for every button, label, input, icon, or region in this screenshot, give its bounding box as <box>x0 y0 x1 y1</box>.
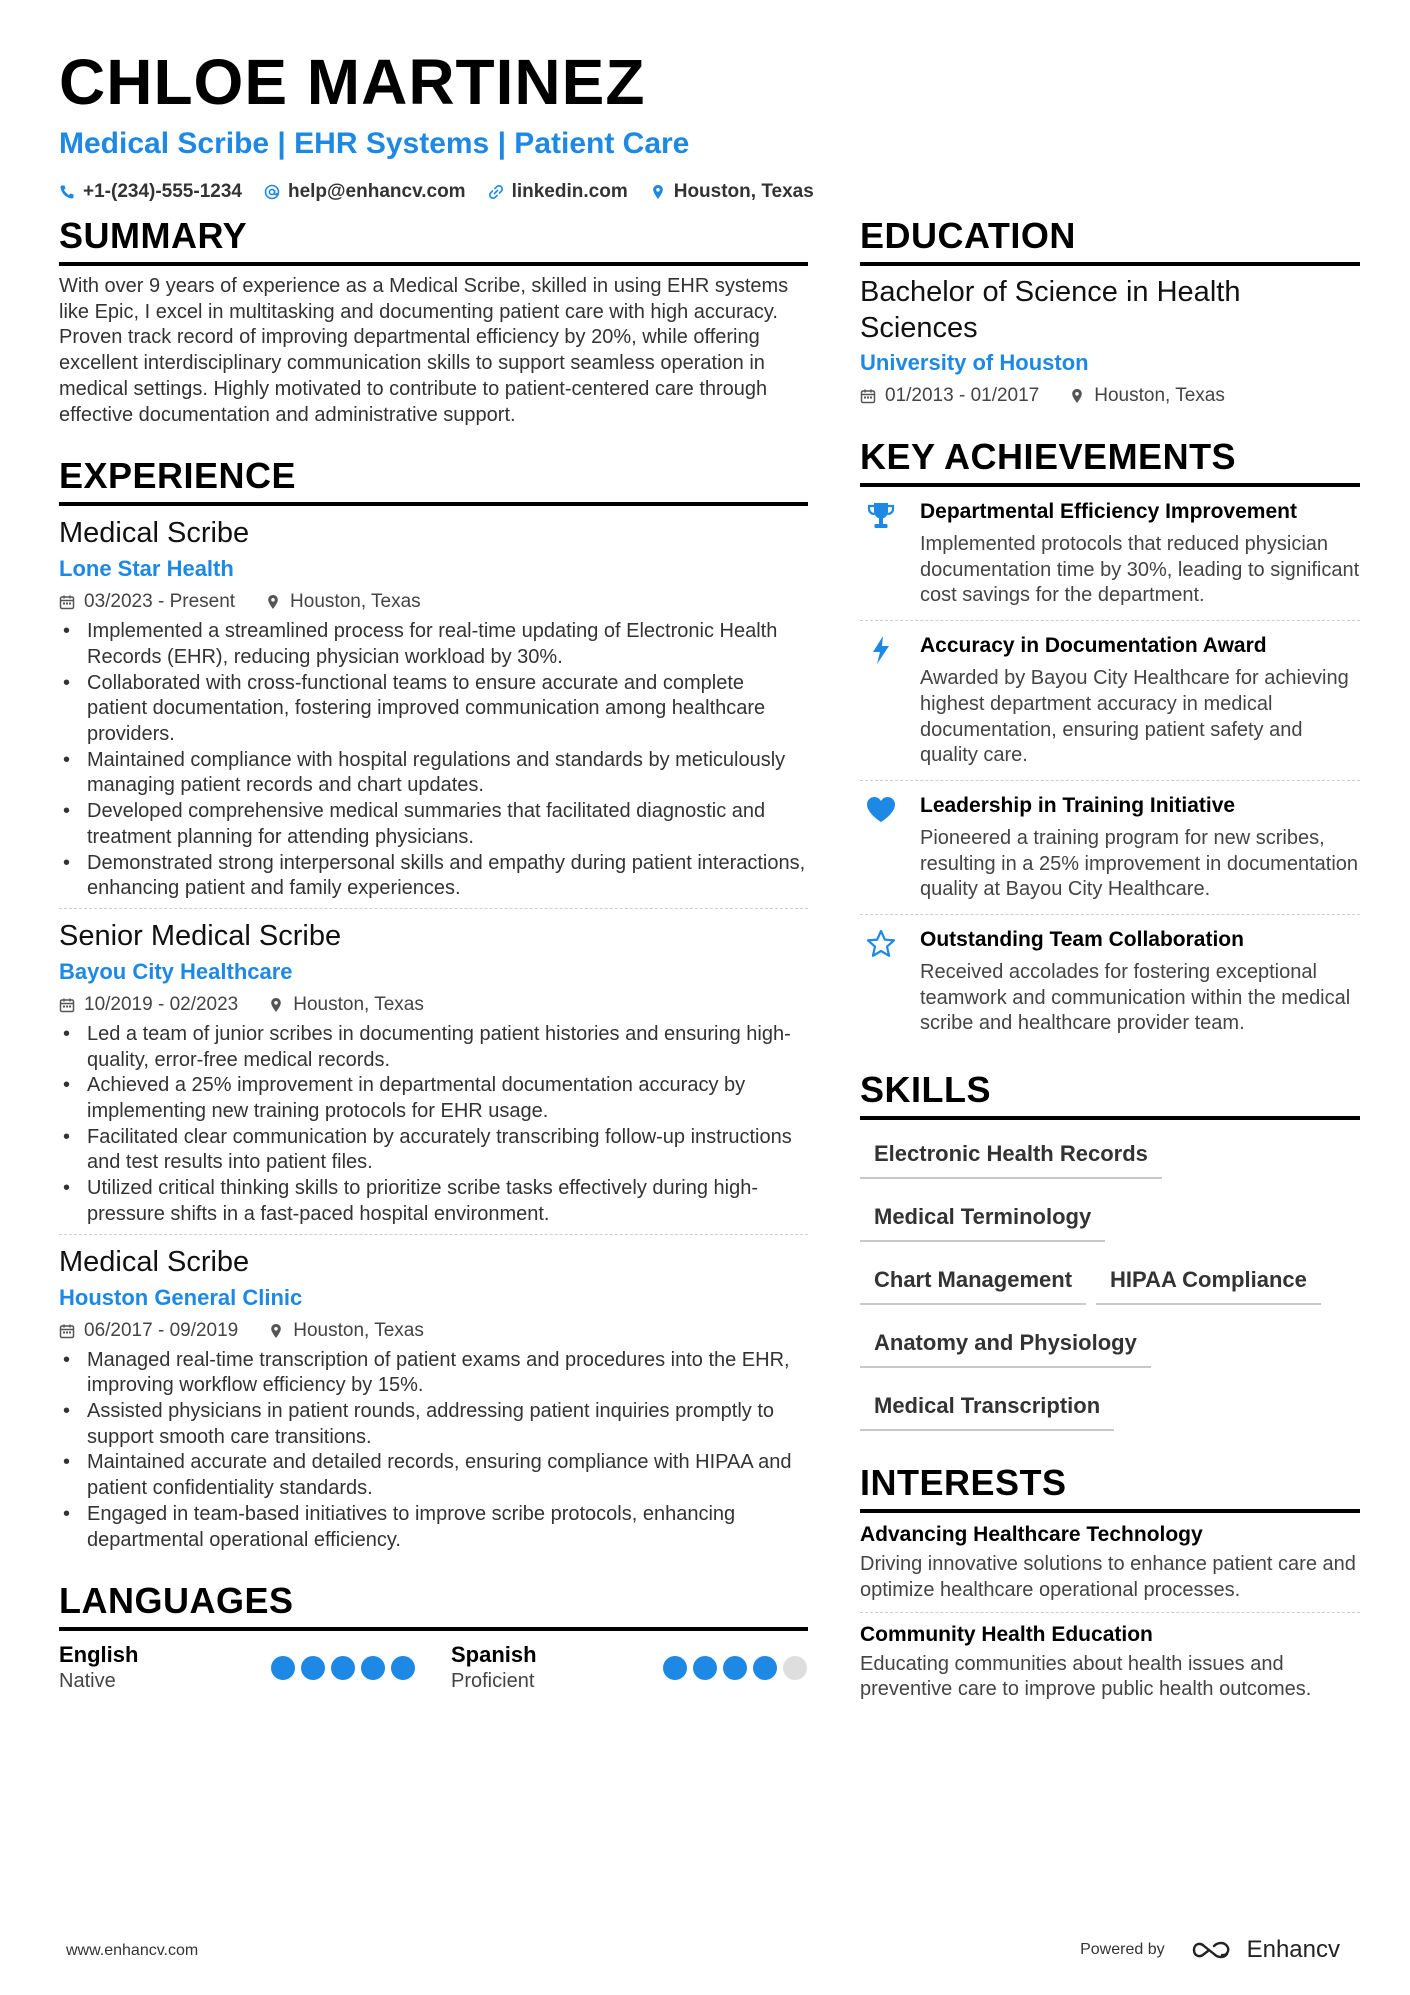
skill-tag: Chart Management <box>860 1256 1086 1305</box>
bullet-item: • Demonstrated strong interpersonal skills and empathy during patient interactions, enhancing patient and family experiences. <box>59 851 808 902</box>
location-pin-icon <box>1069 388 1085 404</box>
contact-email[interactable] <box>264 180 466 204</box>
rating-dot-filled <box>391 1656 415 1680</box>
job-bullets <box>59 1022 808 1228</box>
left-column <box>59 214 808 1695</box>
achievement-desc: Pioneered a training program for new scribes, resulting in a 25% improvement in documentation quality at Bayou City Healthcare. <box>920 826 1359 901</box>
achievements-section <box>860 435 1360 1048</box>
skills-section <box>860 1068 1360 1445</box>
bullet-item: • Developed comprehensive medical summaries that facilitated diagnostic and treatment planning for attending physicians. <box>59 799 808 850</box>
achievement-desc: Implemented protocols that reduced physician documentation time by 30%, leading to significant cost savings for the department. <box>920 533 1360 607</box>
achievement-title: Departmental Efficiency Improvement <box>920 500 1297 523</box>
bullet-item: • Facilitated clear communication by accurately transcribing follow-up instructions and test results into patient files. <box>59 1125 808 1176</box>
calendar-icon <box>59 997 75 1013</box>
company-name: Lone Star Health <box>59 556 234 582</box>
company-name: Houston General Clinic <box>59 1284 303 1310</box>
language-level: Proficient <box>451 1670 535 1693</box>
rating-dot-filled <box>301 1656 325 1680</box>
rating-dot-filled <box>331 1656 355 1680</box>
interests-section <box>860 1461 1360 1711</box>
bullet-item: • Assisted physicians in patient rounds, addressing patient inquiries promptly to support smooth care transitions. <box>59 1399 808 1450</box>
education-dates: 01/2013 - 01/2017 <box>885 385 1040 406</box>
job-bullets <box>59 1348 808 1554</box>
section-title-education: EDUCATION <box>860 214 1360 266</box>
languages-section <box>59 1579 808 1695</box>
language-name: English <box>59 1642 139 1668</box>
footer-branding <box>1080 1936 1340 1964</box>
achievement-desc: Received accolades for fostering exceptional teamwork and communication within the medical scribe and healthcare provider team. <box>920 961 1351 1035</box>
interest-item <box>860 1612 1360 1711</box>
language-item <box>451 1641 807 1695</box>
calendar-icon <box>59 1323 75 1339</box>
resume-header <box>59 44 1349 204</box>
location-pin-icon <box>268 1323 284 1339</box>
link-icon <box>488 184 504 200</box>
skills-list <box>860 1130 1360 1445</box>
job-title: Medical Scribe <box>59 1245 250 1278</box>
linkedin-text: linkedin.com <box>511 181 628 202</box>
job-meta <box>59 1318 808 1344</box>
language-rating <box>271 1656 415 1680</box>
bullet-item: • Collaborated with cross-functional teams to ensure accurate and complete patient documentation, fostering improved communication among healthcare providers. <box>59 671 808 748</box>
skill-tag: Medical Transcription <box>860 1382 1114 1431</box>
brand-name: Enhancv <box>1246 1936 1340 1963</box>
achievement-item <box>860 914 1360 1048</box>
experience-item <box>59 1234 808 1560</box>
section-title-interests: INTERESTS <box>860 1461 1360 1513</box>
achievement-item <box>860 487 1360 620</box>
job-dates: 03/2023 - Present <box>84 591 236 613</box>
job-meta <box>59 992 808 1018</box>
interest-title: Advancing Healthcare Technology <box>860 1523 1203 1547</box>
rating-dot-filled <box>693 1656 717 1680</box>
at-icon <box>264 184 280 200</box>
experience-section <box>59 454 808 1559</box>
skill-tag: Anatomy and Physiology <box>860 1319 1151 1368</box>
section-title-languages: LANGUAGES <box>59 1579 808 1631</box>
powered-by-text: Powered by <box>1080 1941 1165 1958</box>
summary-section <box>59 214 808 428</box>
rating-dot-empty <box>783 1656 807 1680</box>
interest-title: Community Health Education <box>860 1622 1153 1646</box>
bullet-item: • Achieved a 25% improvement in departmental documentation accuracy by implementing new training protocols for EHR usage. <box>59 1073 808 1124</box>
job-dates: 06/2017 - 09/2019 <box>84 1319 239 1341</box>
section-title-summary: SUMMARY <box>59 214 808 266</box>
interest-desc: Educating communities about health issues and preventive care to improve public health outcomes. <box>860 1652 1312 1701</box>
lightning-icon <box>865 634 897 666</box>
footer-website[interactable]: www.enhancv.com <box>66 1942 199 1959</box>
school-name: University of Houston <box>860 350 1089 375</box>
language-level: Native <box>59 1670 116 1693</box>
calendar-icon <box>860 388 876 404</box>
experience-item <box>59 908 808 1234</box>
enhancv-logo-icon <box>1191 1939 1237 1961</box>
section-title-skills: SKILLS <box>860 1068 1360 1120</box>
job-bullets <box>59 619 808 902</box>
candidate-name: CHLOE MARTINEZ <box>59 46 646 118</box>
language-rating <box>663 1656 807 1680</box>
job-title: Medical Scribe <box>59 517 250 550</box>
location-text: Houston, Texas <box>673 181 814 202</box>
company-name: Bayou City Healthcare <box>59 958 293 984</box>
languages-list <box>59 1641 808 1695</box>
language-name: Spanish <box>451 1642 537 1668</box>
heart-icon <box>865 794 897 826</box>
achievement-item <box>860 620 1360 780</box>
rating-dot-filled <box>361 1656 385 1680</box>
interest-desc: Driving innovative solutions to enhance patient care and optimize healthcare operational processes. <box>860 1553 1356 1601</box>
language-item <box>59 1641 415 1695</box>
rating-dot-filled <box>723 1656 747 1680</box>
phone-text: +1-(234)-555-1234 <box>83 181 242 202</box>
section-title-achievements: KEY ACHIEVEMENTS <box>860 435 1360 487</box>
job-dates: 10/2019 - 02/2023 <box>84 993 239 1015</box>
education-location: Houston, Texas <box>1094 385 1225 406</box>
bullet-item: • Implemented a streamlined process for real-time updating of Electronic Health Records (EHR), reducing physician workload by 30%. <box>59 619 808 670</box>
bullet-item: • Led a team of junior scribes in documenting patient histories and ensuring high-quality, error-free medical records. <box>59 1022 808 1073</box>
location-pin-icon <box>265 594 281 610</box>
achievement-title: Outstanding Team Collaboration <box>920 928 1244 952</box>
degree-name: Bachelor of Science in Health Sciences <box>860 276 1241 344</box>
section-title-experience: EXPERIENCE <box>59 454 808 506</box>
location-pin-icon <box>268 997 284 1013</box>
location-pin-icon <box>650 184 666 200</box>
education-meta <box>860 383 1360 409</box>
calendar-icon <box>59 594 75 610</box>
achievement-title: Accuracy in Documentation Award <box>920 634 1267 658</box>
interest-item <box>860 1513 1360 1611</box>
rating-dot-filled <box>271 1656 295 1680</box>
contact-linkedin[interactable] <box>488 180 628 204</box>
rating-dot-filled <box>663 1656 687 1680</box>
phone-icon <box>59 184 75 200</box>
email-text: help@enhancv.com <box>287 181 466 202</box>
education-section <box>860 214 1360 409</box>
rating-dot-filled <box>753 1656 777 1680</box>
skill-tag: HIPAA Compliance <box>1096 1256 1321 1305</box>
contact-bar <box>59 180 1349 204</box>
skill-tag: Medical Terminology <box>860 1193 1105 1242</box>
contact-location <box>650 180 814 204</box>
candidate-title: Medical Scribe | EHR Systems | Patient Care <box>59 127 690 160</box>
bullet-item: • Maintained compliance with hospital regulations and standards by meticulously managing patient records and chart updates. <box>59 748 808 799</box>
bullet-item: • Engaged in team-based initiatives to improve scribe protocols, enhancing departmental operational efficiency. <box>59 1502 808 1553</box>
contact-phone[interactable] <box>59 180 242 204</box>
experience-item <box>59 506 808 908</box>
bullet-item: • Utilized critical thinking skills to prioritize scribe tasks effectively during high-pressure shifts in a fast-paced hospital environment. <box>59 1176 808 1227</box>
job-location: Houston, Texas <box>293 1319 424 1341</box>
trophy-icon <box>865 500 897 532</box>
star-icon <box>865 928 897 960</box>
skill-tag: Electronic Health Records <box>860 1130 1162 1179</box>
achievement-item <box>860 780 1360 914</box>
achievement-desc: Awarded by Bayou City Healthcare for achieving highest department accuracy in medical documentation, ensuring patient safety and quality care. <box>920 667 1349 767</box>
summary-text: With over 9 years of experience as a Medical Scribe, skilled in using EHR systems like Epic, I excel in multitasking and documenting patient care with high accuracy. Proven track record of improving departmental efficiency by 20%, while offering excellent interdisciplinary communication skills to support seamless operation in medical settings. Highly motivated to contribute to patient-centered care through effective documentation and administrative support. <box>59 275 789 426</box>
bullet-item: • Maintained accurate and detailed records, ensuring compliance with HIPAA and patient confidentiality standards. <box>59 1450 808 1501</box>
right-column <box>860 214 1360 1711</box>
achievement-title: Leadership in Training Initiative <box>920 793 1236 817</box>
bullet-item: • Managed real-time transcription of patient exams and procedures into the EHR, improving workflow efficiency by 15%. <box>59 1348 808 1399</box>
job-location: Houston, Texas <box>293 993 424 1015</box>
job-title: Senior Medical Scribe <box>59 919 342 952</box>
job-meta <box>59 589 808 615</box>
job-location: Houston, Texas <box>290 591 421 613</box>
brand-logo[interactable] <box>1191 1936 1340 1964</box>
